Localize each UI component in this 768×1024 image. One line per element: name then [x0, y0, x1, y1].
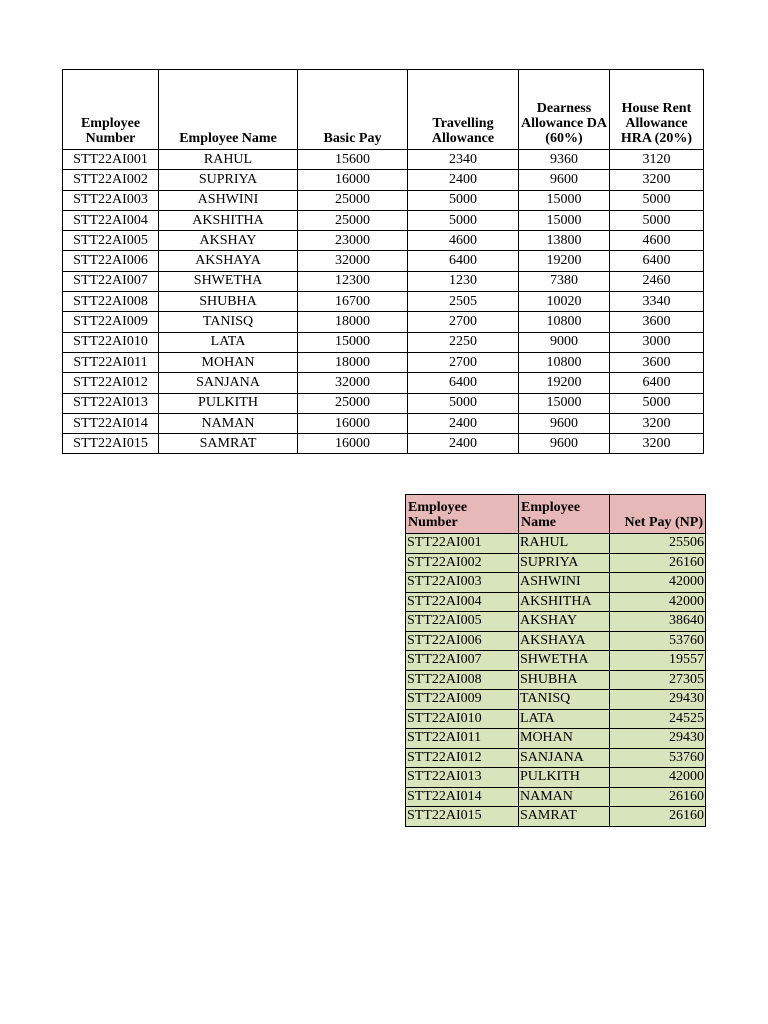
salary-table-cell: MOHAN [159, 352, 298, 372]
salary-table-cell: 16000 [298, 170, 408, 190]
salary-table-header-text: Allowance [625, 116, 688, 131]
salary-table-cell: 15000 [298, 332, 408, 352]
salary-table-cell: 16000 [298, 413, 408, 433]
salary-table-header-text: House Rent [621, 101, 692, 116]
salary-table-row [63, 373, 704, 393]
salary-table-cell: 3120 [609, 150, 703, 170]
salary-table-cell: 25000 [298, 210, 408, 230]
net-pay-table-cell: SUPRIYA [519, 553, 610, 573]
salary-table-cell: 15000 [519, 190, 610, 210]
salary-table-cell: 3340 [609, 292, 703, 312]
salary-table-row [63, 292, 704, 312]
salary-table-cell: STT22AI008 [63, 292, 159, 312]
salary-table-cell: 2400 [408, 434, 519, 454]
salary-table-cell: 23000 [298, 231, 408, 251]
salary-table-cell: SHWETHA [159, 271, 298, 291]
salary-table-cell: 19200 [519, 251, 610, 271]
salary-table-row [63, 312, 704, 332]
salary-table-row [63, 413, 704, 433]
salary-table-cell: 4600 [609, 231, 703, 251]
net-pay-table-cell: STT22AI015 [406, 807, 519, 827]
salary-table-cell: 10800 [519, 352, 610, 372]
salary-table-header-text: HRA (20%) [620, 131, 693, 146]
salary-table-cell: 9000 [519, 332, 610, 352]
salary-table-header-cell [609, 70, 703, 150]
salary-table-cell: 5000 [408, 190, 519, 210]
salary-table-cell: STT22AI004 [63, 210, 159, 230]
net-pay-table-row [406, 651, 706, 671]
salary-table-header-cell [63, 70, 159, 150]
net-pay-table-cell: 29430 [610, 729, 706, 749]
salary-table-cell: 3200 [609, 413, 703, 433]
net-pay-table-cell: SAMRAT [519, 807, 610, 827]
net-pay-table-cell: TANISQ [519, 690, 610, 710]
net-pay-table-cell: 26160 [610, 807, 706, 827]
net-pay-table-row [406, 729, 706, 749]
salary-table-cell: 3200 [609, 170, 703, 190]
net-pay-table-row [406, 709, 706, 729]
salary-table-cell: AKSHAY [159, 231, 298, 251]
net-pay-table-cell: STT22AI011 [406, 729, 519, 749]
salary-table-cell: 32000 [298, 373, 408, 393]
salary-table-cell: 6400 [609, 373, 703, 393]
salary-table-cell: 10800 [519, 312, 610, 332]
salary-table-header-text: Employee [80, 116, 141, 131]
salary-table-cell: 19200 [519, 373, 610, 393]
salary-table-cell: AKSHAYA [159, 251, 298, 271]
salary-table-cell: 16000 [298, 434, 408, 454]
salary-table-cell: 5000 [609, 393, 703, 413]
salary-table-cell: STT22AI011 [63, 352, 159, 372]
salary-table-cell: 15000 [519, 393, 610, 413]
salary-table-row [63, 352, 704, 372]
salary-table-cell: TANISQ [159, 312, 298, 332]
salary-table-row [63, 251, 704, 271]
salary-table-cell: NAMAN [159, 413, 298, 433]
salary-table-cell: STT22AI003 [63, 190, 159, 210]
net-pay-table-cell: STT22AI002 [406, 553, 519, 573]
net-pay-table-row [406, 748, 706, 768]
net-pay-table-cell: SHUBHA [519, 670, 610, 690]
salary-table-cell: 3600 [609, 312, 703, 332]
salary-table-cell: STT22AI013 [63, 393, 159, 413]
salary-table-body [63, 150, 704, 454]
salary-table-cell: ASHWINI [159, 190, 298, 210]
net-pay-table-cell: AKSHAY [519, 612, 610, 632]
salary-table-header-cell [298, 70, 408, 150]
net-pay-table-header-text: Number [408, 515, 458, 530]
salary-table-cell: 25000 [298, 393, 408, 413]
salary-table-cell: AKSHITHA [159, 210, 298, 230]
salary-table-cell: 2250 [408, 332, 519, 352]
salary-table-row [63, 170, 704, 190]
net-pay-table-row [406, 534, 706, 554]
net-pay-table-header-cell [610, 495, 706, 534]
salary-table-cell: 3600 [609, 352, 703, 372]
net-pay-table-cell: STT22AI010 [406, 709, 519, 729]
net-pay-table-cell: STT22AI012 [406, 748, 519, 768]
net-pay-table-cell: 53760 [610, 631, 706, 651]
salary-table-cell: 6400 [408, 373, 519, 393]
net-pay-table-cell: LATA [519, 709, 610, 729]
net-pay-table-header-row [406, 495, 706, 534]
net-pay-table-cell: 26160 [610, 553, 706, 573]
net-pay-table-cell: 27305 [610, 670, 706, 690]
salary-table-row [63, 434, 704, 454]
net-pay-table-header-cell [519, 495, 610, 534]
salary-table-header-cell [159, 70, 298, 150]
salary-table-cell: STT22AI014 [63, 413, 159, 433]
salary-table-cell: 2400 [408, 413, 519, 433]
net-pay-table-cell: RAHUL [519, 534, 610, 554]
net-pay-table-cell: 29430 [610, 690, 706, 710]
net-pay-table-cell: STT22AI006 [406, 631, 519, 651]
net-pay-table-row [406, 768, 706, 788]
salary-table-cell: SUPRIYA [159, 170, 298, 190]
salary-table-cell: 9600 [519, 170, 610, 190]
net-pay-table-row [406, 670, 706, 690]
net-pay-table-cell: AKSHAYA [519, 631, 610, 651]
salary-table-cell: 7380 [519, 271, 610, 291]
salary-table-header-cell [408, 70, 519, 150]
net-pay-table-cell: PULKITH [519, 768, 610, 788]
salary-table-cell: LATA [159, 332, 298, 352]
salary-table-header-text: (60%) [545, 131, 583, 146]
net-pay-table-cell: STT22AI014 [406, 787, 519, 807]
net-pay-table-cell: 42000 [610, 768, 706, 788]
salary-table-cell: 16700 [298, 292, 408, 312]
salary-table-cell: 10020 [519, 292, 610, 312]
salary-table-header-text: Allowance [431, 131, 495, 146]
net-pay-table-cell: STT22AI001 [406, 534, 519, 554]
salary-table-cell: 2400 [408, 170, 519, 190]
net-pay-table-cell: AKSHITHA [519, 592, 610, 612]
net-pay-table-cell: STT22AI004 [406, 592, 519, 612]
salary-table-row [63, 332, 704, 352]
salary-table-cell: STT22AI012 [63, 373, 159, 393]
salary-table-cell: STT22AI009 [63, 312, 159, 332]
net-pay-table [405, 494, 706, 827]
salary-table-cell: SHUBHA [159, 292, 298, 312]
salary-table-cell: 2505 [408, 292, 519, 312]
net-pay-table-row [406, 631, 706, 651]
net-pay-table-cell: 42000 [610, 573, 706, 593]
net-pay-table-header-cell [406, 495, 519, 534]
net-pay-table-row [406, 787, 706, 807]
net-pay-table-row [406, 612, 706, 632]
salary-table-cell: 12300 [298, 271, 408, 291]
salary-table-cell: 5000 [609, 210, 703, 230]
net-pay-table-cell: 25506 [610, 534, 706, 554]
net-pay-table-cell: STT22AI003 [406, 573, 519, 593]
net-pay-table-cell: 42000 [610, 592, 706, 612]
net-pay-table-cell: 19557 [610, 651, 706, 671]
salary-table-header-row [63, 70, 704, 150]
salary-table-cell: 4600 [408, 231, 519, 251]
salary-table-cell: 5000 [408, 393, 519, 413]
net-pay-table-header-text: Employee [521, 500, 581, 515]
net-pay-table-cell: ASHWINI [519, 573, 610, 593]
salary-table-cell: STT22AI007 [63, 271, 159, 291]
salary-table-header-text: Number [85, 131, 136, 146]
net-pay-table-cell: STT22AI013 [406, 768, 519, 788]
salary-table-row [63, 150, 704, 170]
salary-table-row [63, 231, 704, 251]
net-pay-table-row [406, 573, 706, 593]
salary-table-cell: 25000 [298, 190, 408, 210]
salary-table-cell: 5000 [609, 190, 703, 210]
salary-table-cell: 9600 [519, 434, 610, 454]
salary-table-cell: STT22AI010 [63, 332, 159, 352]
salary-table-cell: 15000 [519, 210, 610, 230]
salary-table [62, 69, 704, 454]
salary-table-cell: 2700 [408, 312, 519, 332]
net-pay-table-cell: STT22AI007 [406, 651, 519, 671]
salary-table-cell: SANJANA [159, 373, 298, 393]
salary-table-cell: 32000 [298, 251, 408, 271]
salary-table-cell: SAMRAT [159, 434, 298, 454]
net-pay-table-cell: MOHAN [519, 729, 610, 749]
salary-table-cell: 5000 [408, 210, 519, 230]
salary-table-cell: 9360 [519, 150, 610, 170]
salary-table-cell: STT22AI001 [63, 150, 159, 170]
net-pay-table-cell: STT22AI005 [406, 612, 519, 632]
salary-table-cell: 9600 [519, 413, 610, 433]
salary-table-cell: RAHUL [159, 150, 298, 170]
salary-table-cell: 2460 [609, 271, 703, 291]
net-pay-table-header-text: Net Pay (NP) [624, 515, 703, 530]
salary-table-cell: STT22AI015 [63, 434, 159, 454]
net-pay-table-cell: SHWETHA [519, 651, 610, 671]
net-pay-table-header-text: Employee [408, 500, 468, 515]
net-pay-table-cell: STT22AI009 [406, 690, 519, 710]
net-pay-table-row [406, 807, 706, 827]
net-pay-table-header-text: Name [521, 515, 556, 530]
salary-table-cell: 18000 [298, 312, 408, 332]
salary-table-row [63, 190, 704, 210]
salary-table-cell: 18000 [298, 352, 408, 372]
salary-table-cell: 3200 [609, 434, 703, 454]
salary-table-row [63, 210, 704, 230]
salary-table-cell: 2340 [408, 150, 519, 170]
salary-table-cell: 13800 [519, 231, 610, 251]
salary-table-header-text: Dearness [536, 101, 592, 116]
salary-table-header-text: Allowance DA [521, 116, 607, 131]
net-pay-table-cell: SANJANA [519, 748, 610, 768]
salary-table-cell: 6400 [609, 251, 703, 271]
salary-table-cell: 3000 [609, 332, 703, 352]
salary-table-row [63, 271, 704, 291]
salary-table-header-text: Employee Name [179, 131, 277, 146]
net-pay-table-row [406, 690, 706, 710]
salary-table-row [63, 393, 704, 413]
net-pay-table-body [406, 534, 706, 827]
net-pay-table-cell: STT22AI008 [406, 670, 519, 690]
salary-table-header-cell [519, 70, 610, 150]
net-pay-table-cell: 38640 [610, 612, 706, 632]
net-pay-table-cell: 53760 [610, 748, 706, 768]
salary-table-cell: 1230 [408, 271, 519, 291]
salary-table-cell: 15600 [298, 150, 408, 170]
salary-table-header-text: Basic Pay [323, 131, 382, 146]
net-pay-table-row [406, 592, 706, 612]
salary-table-cell: PULKITH [159, 393, 298, 413]
net-pay-table-cell: 24525 [610, 709, 706, 729]
salary-table-cell: 2700 [408, 352, 519, 372]
salary-table-header-text: Travelling [432, 116, 494, 131]
salary-table-cell: STT22AI005 [63, 231, 159, 251]
net-pay-table-row [406, 553, 706, 573]
net-pay-table-cell: NAMAN [519, 787, 610, 807]
salary-table-cell: 6400 [408, 251, 519, 271]
salary-table-cell: STT22AI002 [63, 170, 159, 190]
salary-table-cell: STT22AI006 [63, 251, 159, 271]
net-pay-table-cell: 26160 [610, 787, 706, 807]
